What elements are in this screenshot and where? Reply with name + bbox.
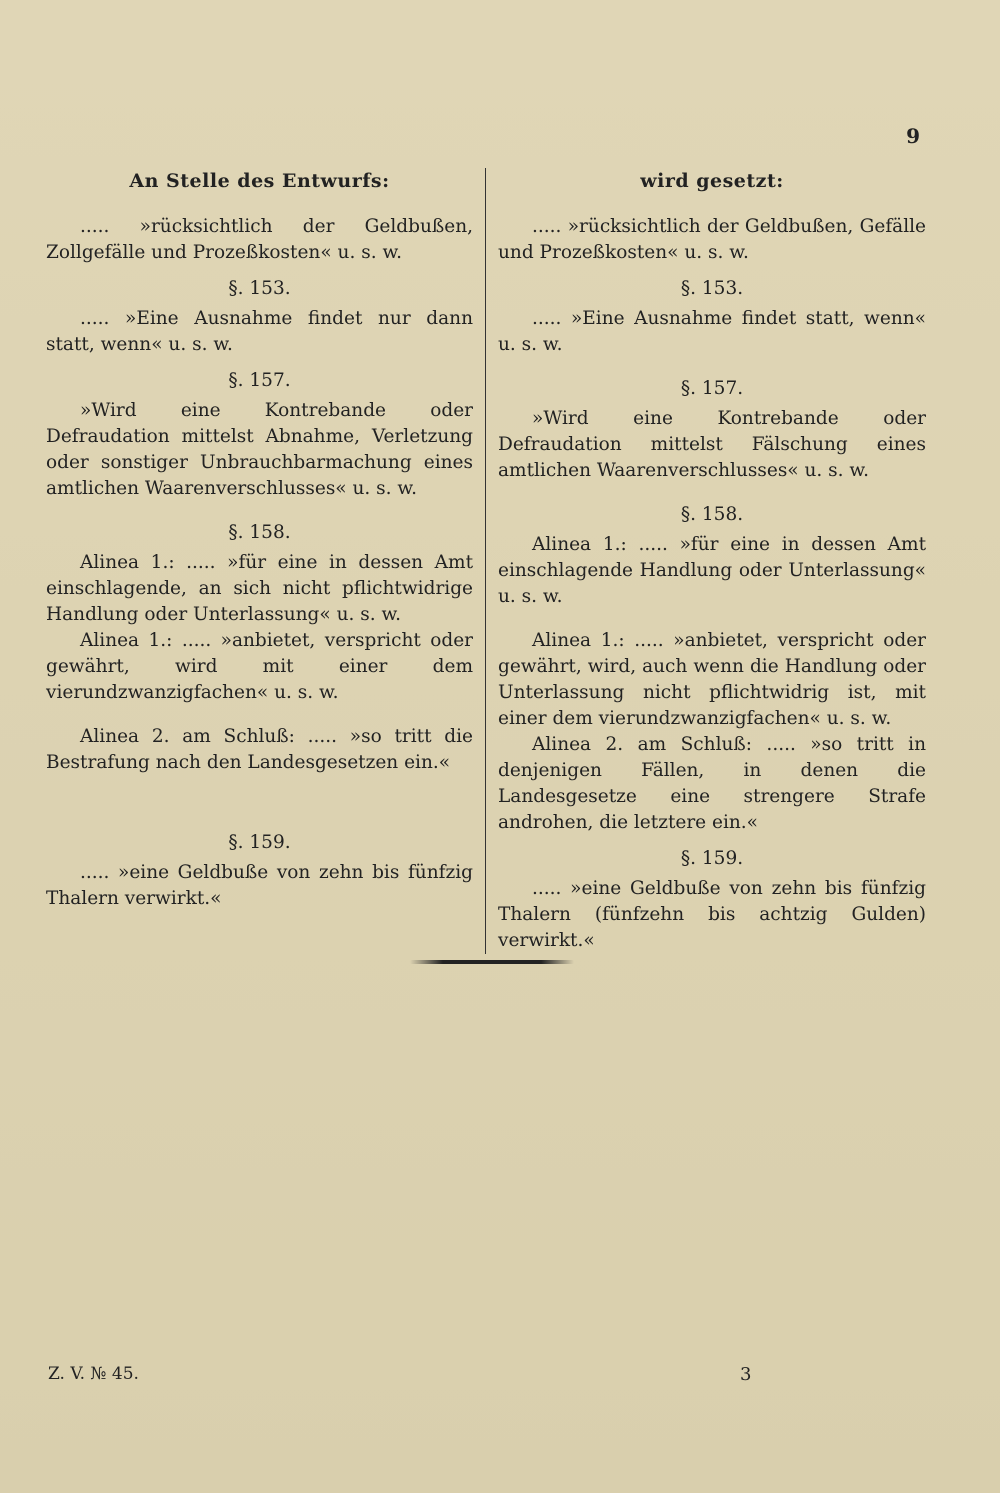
right-paragraph-1: ..... »rücksichtlich der Geldbußen, Gefälle und Prozeßkosten« u. s. w. xyxy=(498,216,926,263)
page-number: 9 xyxy=(906,124,920,148)
left-paragraph-7: ..... »eine Geldbuße von zehn bis fünfzig Thalern verwirkt.« xyxy=(46,862,473,909)
left-section-157: §. 157. xyxy=(228,370,291,391)
left-paragraph-1: ..... »rücksichtlich der Geldbußen, Zollgefälle und Prozeßkosten« u. s. w. xyxy=(46,216,473,263)
right-paragraph-7: ..... »eine Geldbuße von zehn bis fünfzig Thalern (fünfzehn bis achtzig Gulden) verwirkt.« xyxy=(498,878,926,951)
left-section-153: §. 153. xyxy=(228,278,291,299)
footer-signature: Z. V. № 45. xyxy=(48,1364,139,1384)
two-column-comparison xyxy=(46,168,926,954)
right-heading: wird gesetzt: xyxy=(640,170,784,192)
right-paragraph-4: Alinea 1.: ..... »für eine in dessen Amt einschlagende Handlung oder Unterlassung« u. s. w. xyxy=(498,534,926,607)
left-column xyxy=(46,168,486,954)
left-heading: An Stelle des Entwurfs: xyxy=(129,170,390,192)
right-section-153: §. 153. xyxy=(680,278,744,299)
left-section-158: §. 158. xyxy=(228,522,291,543)
left-paragraph-6: Alinea 2. am Schluß: ..... »so tritt die Bestrafung nach den Landesgesetzen ein.« xyxy=(46,726,473,773)
footer-sheet-number: 3 xyxy=(740,1364,752,1385)
right-section-159: §. 159. xyxy=(680,848,744,869)
right-paragraph-3: »Wird eine Kontrebande oder Defraudation mittelst Fälschung eines amtlichen Waarenverschlusses« u. s. w. xyxy=(498,408,926,481)
right-section-157: §. 157. xyxy=(680,378,744,399)
left-paragraph-2: ..... »Eine Ausnahme findet nur dann statt, wenn« u. s. w. xyxy=(46,308,473,355)
right-paragraph-6: Alinea 2. am Schluß: ..... »so tritt in denjenigen Fällen, in denen die Landesgesetze eine strengere Strafe androhen, die letztere ein.« xyxy=(498,734,926,833)
left-paragraph-3: »Wird eine Kontrebande oder Defraudation mittelst Abnahme, Verletzung oder sonstiger Unbrauchbarmachung eines amtlichen Waarenverschlusses« u. s. w. xyxy=(46,400,473,499)
left-section-159: §. 159. xyxy=(228,832,291,853)
right-column xyxy=(486,168,926,954)
left-paragraph-4: Alinea 1.: ..... »für eine in dessen Amt einschlagende, an sich nicht pflichtwidrige Handlung oder Unterlassung« u. s. w. xyxy=(46,552,473,625)
right-paragraph-2: ..... »Eine Ausnahme findet statt, wenn« u. s. w. xyxy=(498,308,926,355)
left-paragraph-5: Alinea 1.: ..... »anbietet, verspricht oder gewährt, wird mit einer dem vierundzwanzigfachen« u. s. w. xyxy=(46,630,473,703)
right-paragraph-5: Alinea 1.: ..... »anbietet, verspricht oder gewährt, wird, auch wenn die Handlung oder Unterlassung nicht pflichtwidrig ist, mit einer dem vierundzwanzigfachen« u. s. w. xyxy=(498,630,926,729)
separator-rule xyxy=(410,960,574,964)
right-section-158: §. 158. xyxy=(680,504,744,525)
